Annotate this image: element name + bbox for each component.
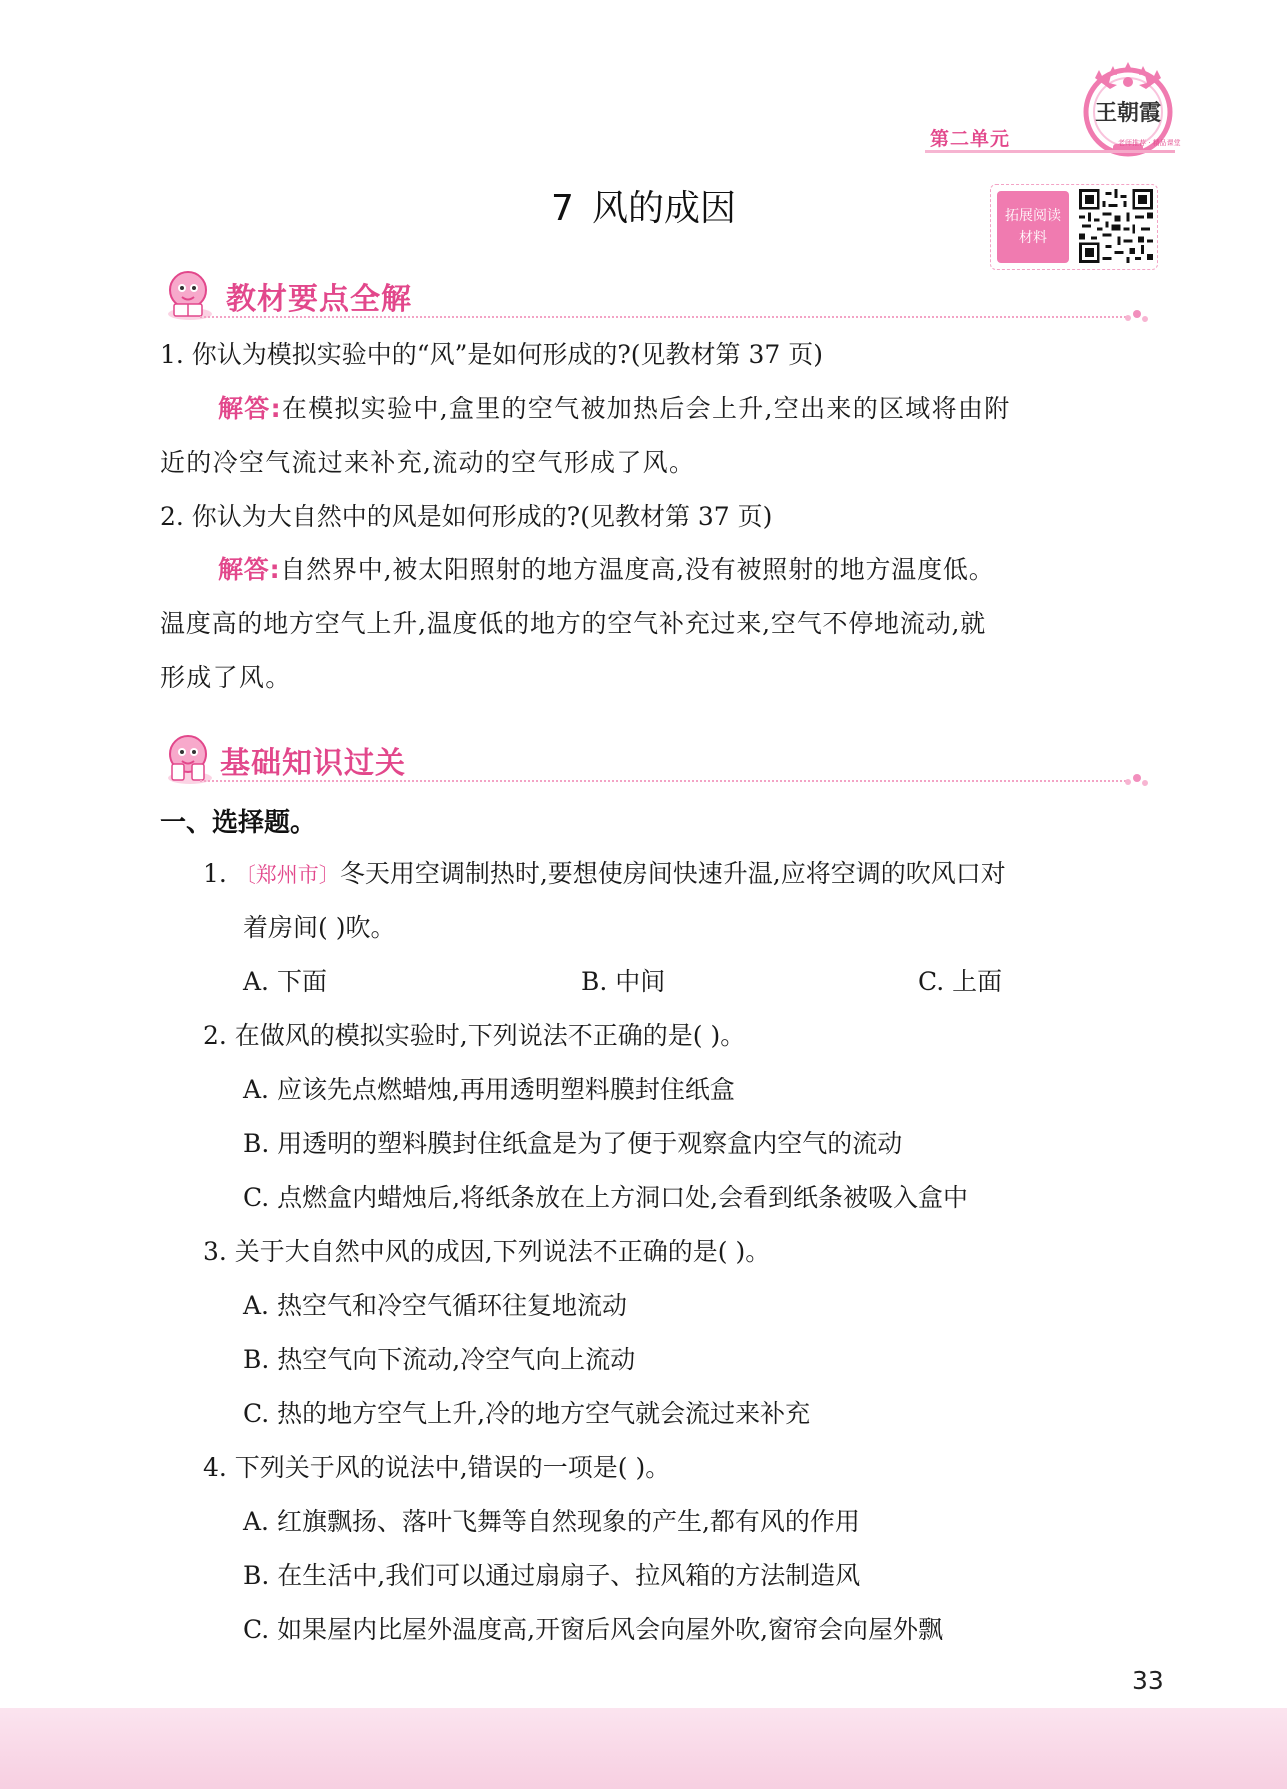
q2-text: 2. 你认为大自然中的风是如何形成的?(见教材第 37 页) — [160, 502, 773, 531]
mcq1-option-a[interactable]: A. 下面 — [243, 967, 327, 996]
q2-answer-line3: 形成了风。 — [160, 663, 292, 692]
region-tag: 〔郑州市〕 — [234, 863, 340, 887]
mcq2-stem: 2. 在做风的模拟实验时,下列说法不正确的是( )。 — [203, 1021, 746, 1050]
qr-label-line2: 材料 — [1019, 230, 1047, 246]
mcq1-stem-line1 — [203, 857, 1006, 892]
qr-code-icon[interactable] — [1079, 189, 1153, 263]
answer-key: 解答: — [218, 394, 282, 423]
mcq2-option-c[interactable]: C. 点燃盒内蜡烛后,将纸条放在上方洞口处,会看到纸条被吸入盒中 — [243, 1183, 969, 1212]
question-stem: 冬天用空调制热时,要想使房间快速升温,应将空调的吹风口对 — [339, 859, 1006, 888]
mcq4-option-a[interactable]: A. 红旗飘扬、落叶飞舞等自然现象的产生,都有风的作用 — [243, 1507, 860, 1536]
exercise-heading: 一、选择题。 — [160, 808, 317, 838]
unit-divider — [925, 150, 1175, 153]
section-header-basic-knowledge — [160, 730, 1150, 786]
qr-label — [997, 191, 1069, 263]
footer-band — [0, 1708, 1287, 1789]
book-mascot-icon — [160, 266, 216, 322]
answer-text: 在模拟实验中,盒里的空气被加热后会上升,空出来的区域将由附 — [281, 394, 1011, 423]
mcq2-option-a[interactable]: A. 应该先点燃蜡烛,再用透明塑料膜封住纸盒 — [243, 1075, 735, 1104]
qr-label-line1: 拓展阅读 — [1005, 208, 1061, 224]
q2-answer-line1 — [218, 553, 995, 587]
mcq4-stem: 4. 下列关于风的说法中,错误的一项是( )。 — [203, 1453, 671, 1482]
q1-text: 1. 你认为模拟实验中的“风”是如何形成的?(见教材第 37 页) — [160, 340, 823, 369]
mcq4-option-b[interactable]: B. 在生活中,我们可以通过扇扇子、拉风箱的方法制造风 — [243, 1561, 861, 1590]
mcq3-stem: 3. 关于大自然中风的成因,下列说法不正确的是( )。 — [203, 1237, 771, 1266]
section-underline — [200, 780, 1130, 782]
page-number: 33 — [1132, 1666, 1164, 1695]
q1-answer-line2: 近的冷空气流过来补充,流动的空气形成了风。 — [160, 448, 696, 477]
mcq1-stem-line2: 着房间( )吹。 — [243, 913, 396, 942]
section-header-textbook-points — [160, 266, 1150, 322]
mcq3-option-c[interactable]: C. 热的地方空气上升,冷的地方空气就会流过来补充 — [243, 1399, 811, 1428]
logo-slogan: 老师推荐 · 精品课堂 — [1118, 139, 1181, 147]
qr-box[interactable] — [990, 184, 1158, 270]
mcq1-option-b[interactable]: B. 中间 — [581, 967, 666, 996]
book-mascot-icon — [160, 730, 216, 786]
dots-ornament-icon — [1122, 770, 1150, 790]
q1-answer-line1 — [218, 392, 1011, 426]
logo-text: 王朝霞 — [1094, 100, 1161, 126]
mcq4-option-c[interactable]: C. 如果屋内比屋外温度高,开窗后风会向屋外吹,窗帘会向屋外飘 — [243, 1615, 944, 1644]
mcq3-option-a[interactable]: A. 热空气和冷空气循环往复地流动 — [243, 1291, 627, 1320]
section-underline — [200, 316, 1130, 318]
q2-answer-line2: 温度高的地方空气上升,温度低的地方的空气补充过来,空气不停地流动,就 — [160, 609, 987, 638]
lesson-title-text: 风的成因 — [591, 188, 736, 229]
mcq1-option-c[interactable]: C. 上面 — [918, 967, 1003, 996]
mcq3-option-b[interactable]: B. 热空气向下流动,冷空气向上流动 — [243, 1345, 636, 1374]
dots-ornament-icon — [1122, 306, 1150, 326]
answer-key: 解答: — [218, 555, 281, 584]
answer-text: 自然界中,被太阳照射的地方温度高,没有被照射的地方温度低。 — [280, 555, 995, 584]
mcq2-option-b[interactable]: B. 用透明的塑料膜封住纸盒是为了便于观察盒内空气的流动 — [243, 1129, 903, 1158]
section-title: 教材要点全解 — [226, 282, 412, 317]
section-title: 基础知识过关 — [220, 746, 406, 781]
lesson-number: 7 — [551, 188, 574, 229]
question-number: 1. — [203, 859, 227, 888]
unit-label: 第二单元 — [930, 128, 1011, 150]
